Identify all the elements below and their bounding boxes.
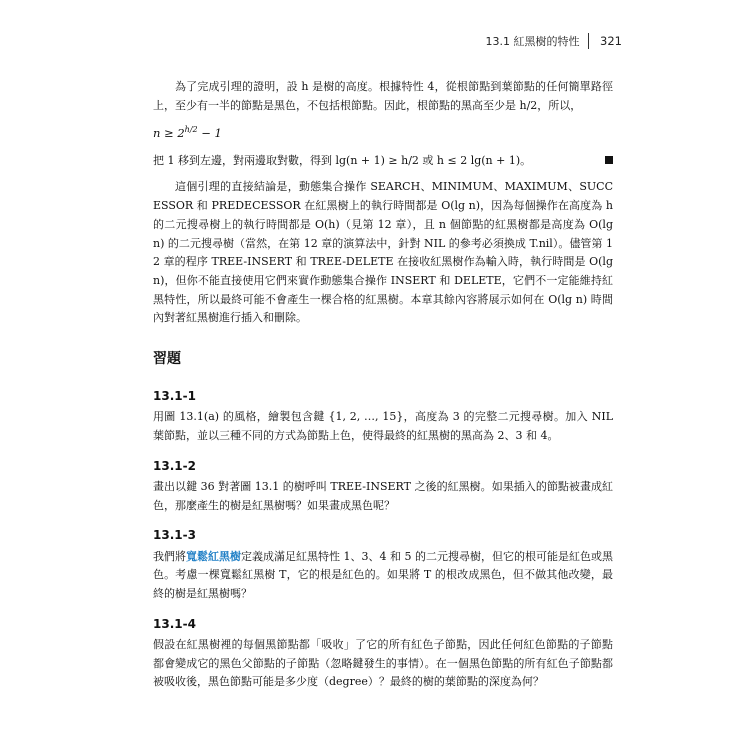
paragraph-proof: 為了完成引理的證明，設 h 是樹的高度。根據特性 4，從根節點到葉節點的任何簡單路徑上，至少有一半的節點是黑色，不包括根節點。因此，根節點的黑高至少是 h/2，所以， bbox=[153, 80, 613, 112]
running-head bbox=[0, 33, 622, 49]
paragraph-log bbox=[153, 152, 613, 171]
exercise-number: 13.1-4 bbox=[153, 616, 196, 631]
exercise-number: 13.1-1 bbox=[153, 388, 196, 403]
exercise-13-1-2 bbox=[153, 456, 613, 516]
exercise-text: 用圖 13.1(a) 的風格，繪製包含鍵 {1, 2, …, 15}，高度為 3 的完整二元搜尋樹。加入 NIL 葉節點，並以三種不同的方式為節點上色，使得最終的紅黑樹的黑高為 2、3 和 4。 bbox=[153, 410, 613, 442]
exercise-text-before: 我們將 bbox=[153, 549, 187, 563]
chapter-title: 13.1 紅黑樹的特性 bbox=[486, 33, 589, 49]
defined-term: 寬鬆紅黑樹 bbox=[186, 549, 242, 563]
exercise-13-1-1 bbox=[153, 386, 613, 446]
exercise-text: 畫出以鍵 36 對著圖 13.1 的樹呼叫 TREE-INSERT 之後的紅黑樹。如果插入的節點被畫成紅色，那麼產生的樹是紅黑樹嗎？如果畫成黑色呢？ bbox=[153, 479, 613, 512]
exercise-number: 13.1-2 bbox=[153, 458, 196, 473]
formula-exponent: h/2 bbox=[184, 125, 198, 135]
page-content bbox=[153, 78, 613, 702]
paragraph-corollary: 這個引理的直接結論是，動態集合操作 SEARCH、MINIMUM、MAXIMUM、SUCCESSOR 和 PREDECESSOR 在紅黑樹上的執行時間都是 O(lg n)，因為每個操作在高度為 h 的二元搜尋樹上的執行時間都是 O(h)（見第 12 章），且 n 個節點的紅黑樹都是高度為 O(lg n) 的二元搜尋樹（當然，在第 12 章的演算法中，針對 NIL 的參考必須換成 T.nil）。儘管第 12 章的程序 TREE-INSERT 和 TREE-DELETE 在接收紅黑樹作為輸入時，執行時間是 O(lg n)，但你不能直接使用它們來實作動態集合操作 INSERT 和 DELETE，它們不一定能維持紅黑特性，所以最終可能不會產生一棵合格的紅黑樹。本章其餘內容將展示如何在 O(lg n) 時間內對著紅黑樹進行插入和刪除。 bbox=[153, 180, 613, 325]
exercise-text-after: 定義成滿足紅黑特性 1、3、4 和 5 的二元搜尋樹，但它的根可能是紅色或黑色。考慮一棵寬鬆紅黑樹 T，它的根是紅色的。如果將 T 的根改成黑色，但不做其他改變，最終的樹是紅黑樹嗎？ bbox=[153, 549, 614, 601]
paragraph-log-text: 把 1 移到左邊，對兩邊取對數，得到 lg(n + 1) ≥ h/2 或 h ≤ 2 lg(n + 1)。 bbox=[153, 153, 532, 167]
formula-tail: − 1 bbox=[197, 126, 222, 141]
exercise-text bbox=[153, 548, 613, 604]
qed-square-icon bbox=[605, 156, 613, 164]
exercises-heading: 習題 bbox=[153, 350, 181, 367]
page-number: 321 bbox=[600, 34, 622, 48]
formula-base: n ≥ 2 bbox=[153, 126, 185, 141]
exercise-number: 13.1-3 bbox=[153, 528, 196, 543]
exercise-text: 假設在紅黑樹裡的每個黑節點都「吸收」了它的所有紅色子節點，因此任何紅色節點的子節點都會變成它的黑色父節點的子節點（忽略鍵發生的事情）。在一個黑色節點的所有紅色子節點都被吸收後，黑色節點可能是多少度（degree）？最終的樹的葉節點的深度為何？ bbox=[153, 638, 613, 689]
exercise-13-1-4 bbox=[153, 614, 613, 692]
formula-inequality bbox=[153, 123, 613, 143]
exercise-13-1-3 bbox=[153, 525, 613, 603]
